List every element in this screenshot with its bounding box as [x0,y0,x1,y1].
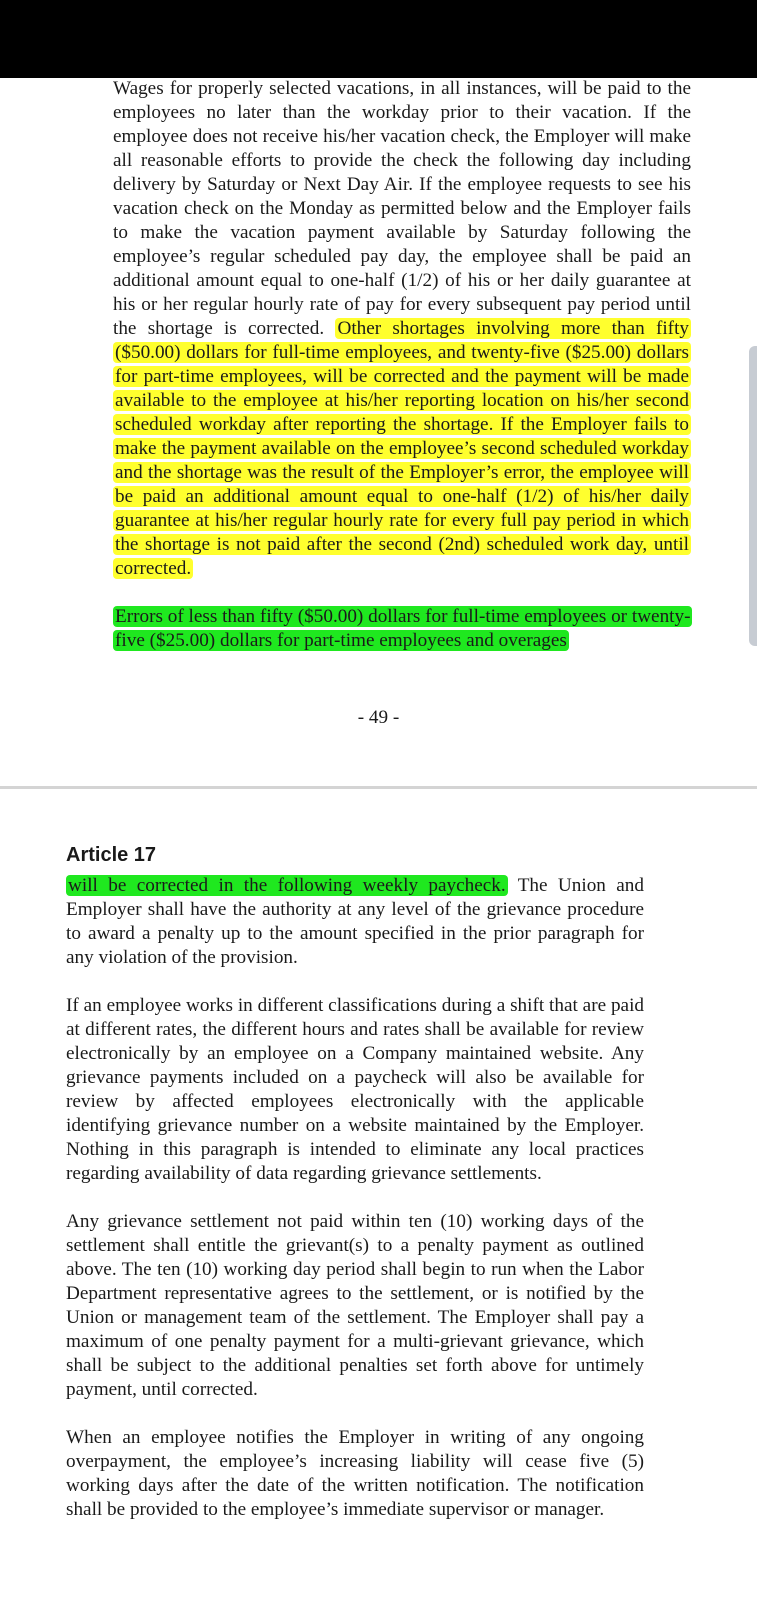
document-page-article-17 [66,874,644,1522]
paycheck-correction-paragraph [66,874,644,970]
vacation-wages-paragraph [113,77,691,581]
overpayment-paragraph: When an employee notifies the Employer in writing of any ongoing overpayment, the employee’s increasing liability will cease five (5) working days after the date of the written notification. The notification shall be provided to the employee’s immediate supervisor or manager. [66,1427,644,1520]
green-highlight-errors: Errors of less than fifty ($50.00) dollars for full-time employees or twenty-five ($25.00) dollars for part-time employees and overages [115,606,691,651]
green-highlight-paycheck: will be corrected in the following weekly paycheck. [68,875,506,896]
page-number: - 49 - [357,707,400,728]
document-page-49 [113,77,691,653]
grievance-settlement-paragraph: Any grievance settlement not paid within ten (10) working days of the settlement shall entitle the grievant(s) to a penalty payment as outlined above. The ten (10) working day period shall begin to run when the Labor Department representative agrees to the settlement, or is notified by the Union or management team of the settlement. The Employer shall pay a maximum of one penalty payment for a multi-grievant grievance, which shall be subject to the additional penalties set forth above for untimely payment, until corrected. [66,1211,644,1400]
classifications-paragraph: If an employee works in different classifications during a shift that are paid at different rates, the different hours and rates shall be available for review electronically by an employee on a Company maintained website. Any grievance payments included on a paycheck will also be available for review by affected employees electronically with the applicable identifying grievance number on a website maintained by the Employer. Nothing in this paragraph is intended to eliminate any local practices regarding availability of data regarding grievance settlements. [66,995,644,1184]
scrollbar-thumb[interactable] [749,346,757,646]
errors-paragraph [113,605,691,653]
article-heading: Article 17 [66,844,157,866]
penalty-authority-text: The Union and Employer shall have the authority at any level of the grievance procedure to award a penalty up to the amount specified in the prior paragraph for any violation of the provision. [66,875,644,968]
vacation-wages-text: Wages for properly selected vacations, in all instances, will be paid to the employees no later than the workday prior to their vacation. If the employee does not receive his/her vacation check, the Employer will make all reasonable efforts to provide the check the following day including delivery by Saturday or Next Day Air. If the employee requests to see his vacation check on the Monday as permitted below and the Employer fails to make the vacation payment available by Saturday following the employee’s regular scheduled pay day, the employee shall be paid an additional amount equal to one-half (1/2) of his or her daily guarantee at his or her regular hourly rate of pay for every subsequent pay period until the shortage is corrected. [113,78,691,339]
top-status-bar [0,0,757,78]
yellow-highlight-shortages: Other shortages involving more than fifty ($50.00) dollars for full-time employees, and twenty-five ($25.00) dollars for part-time employees, will be corrected and the payment will be made available to the employee at his/her reporting location on his/her second scheduled workday after reporting the shortage. If the Employer fails to make the payment available on the employee’s second scheduled workday and the shortage was the result of the Employer’s error, the employee will be paid an additional amount equal to one-half (1/2) of his/her daily guarantee at his/her regular hourly rate for every full pay period in which the shortage is not paid after the second (2nd) scheduled work day, until corrected. [115,318,689,579]
page-divider [0,786,757,789]
